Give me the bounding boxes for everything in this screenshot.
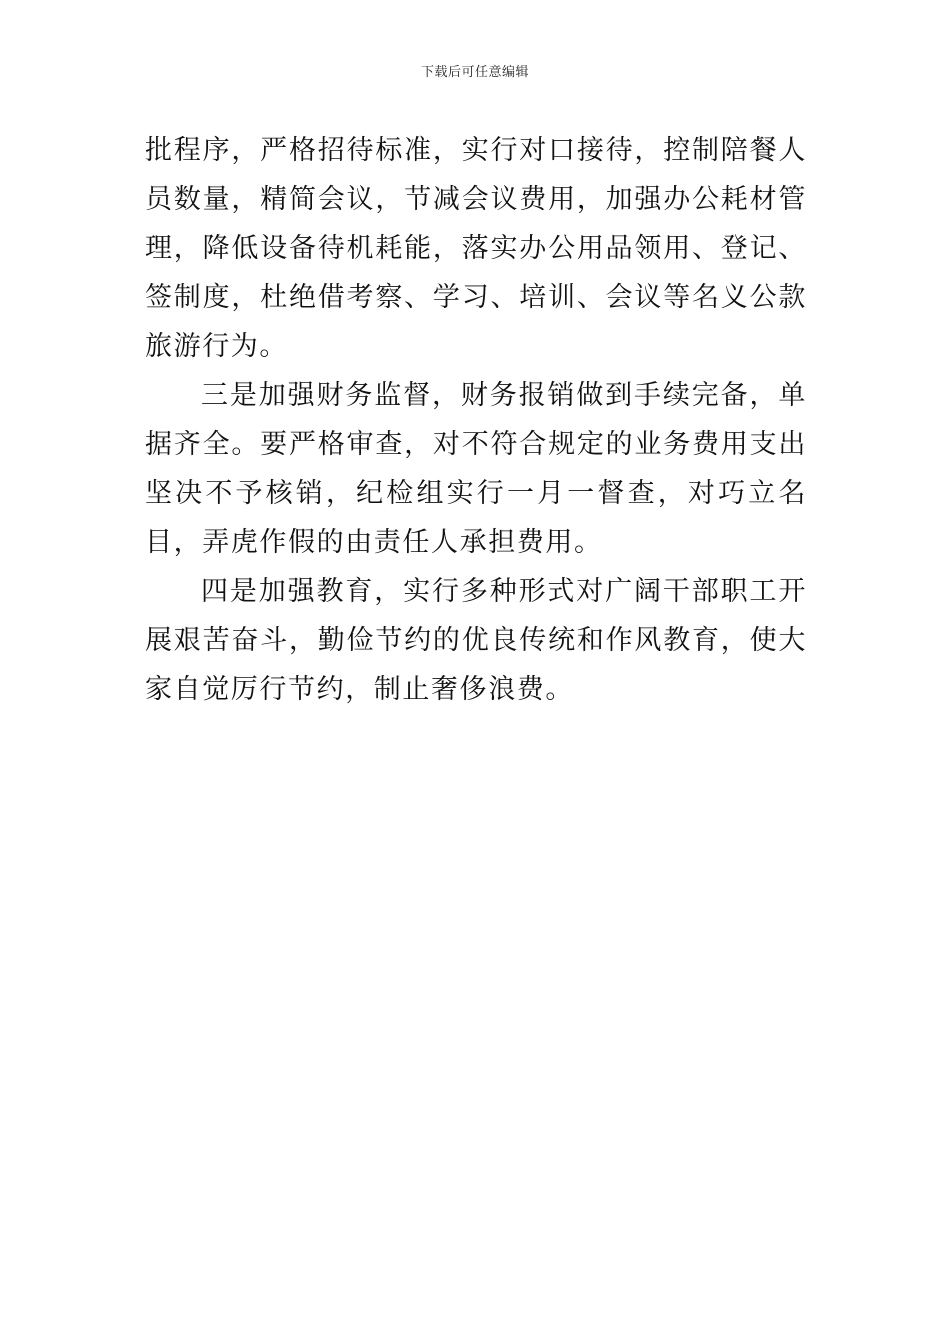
paragraph-continuation: 批程序，严格招待标准，实行对口接待，控制陪餐人员数量，精简会议，节减会议费用，加强办公耗材管理，降低设备待机耗能，落实办公用品领用、登记、签制度，杜绝借考察、学习、培训、会议等名义公款旅游行为。 (145, 135, 807, 362)
paragraph-third-measure: 三是加强财务监督，财务报销做到手续完备，单据齐全。要严格审查，对不符合规定的业务费用支出坚决不予核销，纪检组实行一月一督查，对巧立名目，弄虎作假的由责任人承担费用。 (145, 380, 807, 558)
document-body (145, 126, 807, 714)
page-header-note: 下载后可任意编辑 (420, 65, 529, 80)
paragraph-fourth-measure: 四是加强教育，实行多种形式对广阔干部职工开展艰苦奋斗，勤俭节约的优良传统和作风教育，使大家自觉厉行节约，制止奢侈浪费。 (145, 576, 807, 705)
